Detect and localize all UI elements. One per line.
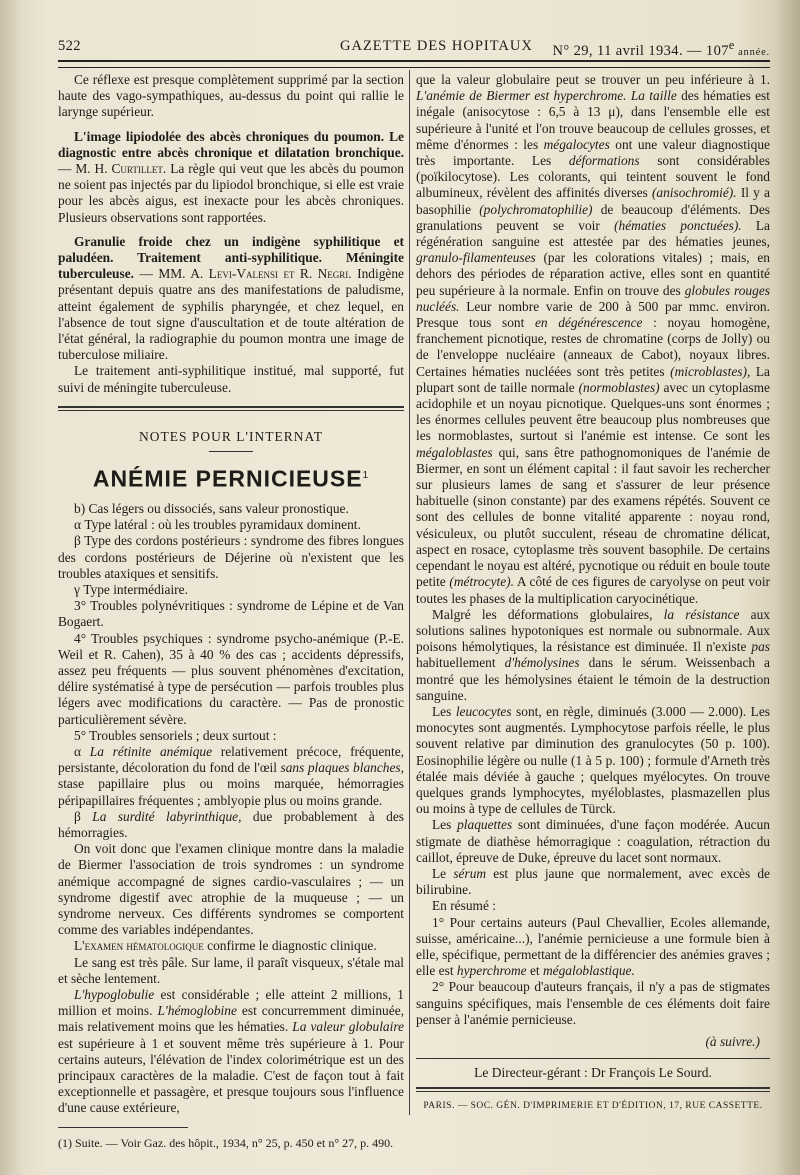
paragraph: que la valeur globulaire peut se trouver un peu inférieure à 1. L'anémie de Biermer est hyperchrome. La taille des hématies est inégale (anisocytose : 6,5 à 13 μ), dans l'ensemble elle est supérieure à l'unité et l'on trouve beaucoup de cellules grosses, et même d'énormes : les mégalocytes ont une valeur diagnostique très importante. Les déformations sont considérables (poïkilocytose). Les colorants, qui teintent souvent le fond albumineux, révèlent des affinités diverses (anisochromié). Il y a basophilie (polychromatophilie) de beaucoup d'éléments. Des granulations peuvent se voir (hématies ponctuées). La régénération sanguine est attestée par des hématies jeunes, granulo-filamenteuses (par les colorations vitales) ; mais, en dehors des périodes de réparation active, elles sont en quantité peu supérieure à la normale. Enfin on trouve des globules rouges nucléés. Leur nombre varie de 200 à 500 par mmc. environ. Presque tous sont en dégénérescence : noyau homogène, franchement picnotique, restes de chromatine (corps de Jolly) ou de l'enveloppe nucléaire (anneaux de Cabot), noyaux libres. Certaines hématies nucléées sont très petites (microblastes), La plupart sont de taille normale (normoblastes) avec un cytoplasme acidophile et un noyau picnotique. Quelques-uns sont énormes ; les énormes cellules peuvent être beaucoup plus nombreuses que les normoblastes, surtout si l'anémie est intense. Ce sont les mégaloblastes qui, sans être pathognomoniques de l'anémie de Biermer, en sont un élément capital : il faut savoir les rechercher sur plusieurs lames de sang et s'assurer de leur présence habituelle (sinon constante) par des examens répétés. Souvent ce sont des cellules de bonne vitalité apparente : noyau rond, vésiculeux, ou plutôt succulent, réseau de chromatine délicat, aspect en rosace, cytoplasme très souvent basophile. De certains cependant le noyau est altéré, pycnotique ou réduit en boule toute petite (métrocyte). A côté de ces figures de caryolyse on peut voir toutes les phases de la multiplication caryocinétique. [416, 72, 771, 606]
paragraph: Malgré les déformations globulaires, la résistance aux solutions salines hypotoniques est normale ou subnormale. Aux poisons hémolytiques, la résistance est diminuée. Il n'existe pas habituellement d'hémolysines dans le sérum. Weissenbach a montré que les hémolysines étaient le témoin de la destruction sanguine. [416, 606, 770, 703]
paragraph: Les leucocytes sont, en règle, diminués (3.000 — 2.000). Les monocytes sont augmentés. Lymphocytose parfois réelle, le plus souvent relative par diminution des granulocytes (50 p. 100). Eosinophilie légère ou nulle (1 à 5 p. 100) ; formule d'Arneth très étalée mais déviée à gauche ; quelques myélocytes. On trouve quelques grands lymphocytes, myéloblastes, plasmazellen plus ou moins à type de cellules de Türck. [416, 703, 770, 817]
page-edge-shadow-right [774, 0, 800, 1175]
paragraph: L'hypoglobulie est considérable ; elle atteint 2 millions, 1 million et moins. L'hémoglobine est concurremment diminuée, mais relativement moins que les hématies. La valeur globulaire est supérieure à 1 et souvent même très supérieure à 1. Pour certains auteurs, l'élévation de l'index colorimétrique est un des principaux caractères de la maladie. C'est de façon tout à fait exceptionnelle et passagère, et presque toujours sous l'influence d'une cause extérieure, [58, 987, 404, 1116]
footnote: (1) Suite. — Voir Gaz. des hôpit., 1934, n° 25, p. 450 et n° 27, p. 490. [58, 1135, 394, 1150]
running-header [58, 38, 770, 58]
paragraph: b) Cas légers ou dissociés, sans valeur pronostique. [74, 500, 349, 516]
left-column [58, 72, 404, 1150]
paragraph: Le sérum est plus jaune que normalement, avec excès de bilirubine. [416, 865, 771, 898]
paragraph: β La surdité labyrinthique, due probablement à des hémorragies. [58, 808, 404, 840]
gerant-rule [416, 1058, 770, 1059]
imprint-rule [416, 1087, 770, 1092]
short-rule [209, 451, 253, 452]
paragraph: Le sang est très pâle. Sur lame, il paraît visqueux, s'étale mal et sèche lentement. [58, 954, 404, 986]
director-signature: Le Directeur-gérant : Dr François Le Sourd. [474, 1065, 712, 1081]
paragraph: L'examen hématologique confirme le diagnostic clinique. [74, 938, 377, 954]
paragraph: 5° Troubles sensoriels ; deux surtout : [74, 727, 277, 743]
paragraph: 1° Pour certains auteurs (Paul Chevallier, Ecoles allemande, suisse, américaine...), l'anémie pernicieuse a une formule bien à elle, spécifique, permettant de la différencier des anémies graves ; elle est hyperchrome et mégaloblastique. [416, 914, 770, 979]
header-rule [58, 60, 770, 68]
paragraph: En résumé : [432, 898, 496, 914]
column-separator [409, 70, 410, 1115]
page-number: 522 [58, 38, 81, 54]
paragraph: 2° Pour beaucoup d'auteurs français, il n'y a pas de stigmates sanguins spécifiques, mais l'ensemble de ces éléments doit faire penser à l'anémie pernicieuse. [416, 979, 770, 1027]
communication-granulie: Granulie froide chez un indigène syphilitique et paludéen. Traitement anti-syphilitique. Méningite tuberculeuse. — MM. A. Levi-Valensi et R. Negri. Indigène présentant depuis quatre ans des manifestations de paludisme, atteint également de syphilis pharyngée, et chez lequel, en l'absence de tout signe d'auscultation et de toute altération de l'état général, la radiographie du poumon montra une image de tuberculose miliaire. [58, 233, 404, 363]
section-heading: NOTES POUR L'INTERNAT [139, 428, 323, 444]
paragraph: Ce réflexe est presque complètement supprimé par la section haute des vago-sympathiques, au-dessus du point qui rallie le larynge supérieur. [58, 72, 404, 120]
paragraph: 3° Troubles polynévritiques : syndrome de Lépine et de Van Bogaert. [58, 598, 404, 630]
right-column [416, 72, 770, 1115]
paragraph: α La rétinite anémique relativement précoce, fréquente, persistante, décoloration du fond de l'œil sans plaques blanches, stase papillaire plus ou moins marquée, hémorragies péripapillaires fréquentes ; amblyopie plus ou moins grande. [58, 743, 404, 808]
article-title: ANÉMIE PERNICIEUSE$^1$ [92, 465, 370, 492]
paragraph: 4° Troubles psychiques : syndrome psycho-anémique (P.-E. Weil et R. Cahen), 35 à 40 % des cas ; accidents dépressifs, assez peu fréquents — plus souvent phénomènes d'excitation, délire systématisé à type de persécution — parfois troubles plus légers avec modifications du caractère. — Pas de pronostic particulièrement sévère. [58, 630, 404, 727]
issue-info: N° 29, 11 avril 1934. — 107e année. [552, 38, 770, 59]
paragraph: Les plaquettes sont diminuées, d'une façon modérée. Aucun stigmate de diathèse hémorragique : coagulation, rétraction du caillot, épreuve de Duke, épreuve du lacet sont normaux. [416, 817, 770, 865]
communication-abces: L'image lipiodolée des abcès chroniques du poumon. Le diagnostic entre abcès chronique et dilatation bronchique. — M. H. Curtillet. La règle qui veut que les abcès du poumon ne soient pas injectés par du lipiodol bronchique, si elle est vraie pour les abcès aigus, est inexacte pour les abcès chroniques. Plusieurs observations sont rapportées. [58, 128, 404, 225]
page-edge-shadow-left [0, 0, 22, 1175]
paragraph: α Type latéral : où les troubles pyramidaux dominent. [74, 517, 361, 533]
footnote-rule [58, 1127, 188, 1128]
paragraph: Le traitement anti-syphilitique institué, mal supporté, fut suivi de méningite tuberculeuse. [58, 363, 404, 395]
paragraph: β Type des cordons postérieurs : syndrome des fibres longues des cordons postérieurs de Déjerine où n'existent que les troubles ataxiques et sensitifs. [58, 533, 404, 581]
printer-imprint: PARIS. — SOC. GÉN. D'IMPRIMERIE ET D'ÉDITION, 17, RUE CASSETTE. [423, 1101, 763, 1112]
paragraph: On voit donc que l'examen clinique montre dans la maladie de Biermer l'association de trois syndromes : un syndrome anémique accompagné de signes cardio-vasculaires ; — un syndrome digestif avec atrophie de la muqueuse ; — un syndrome nerveux. Ces différents syndromes se comportent comme des variables indépendantes. [58, 841, 404, 938]
paragraph: γ Type intermédiaire. [74, 581, 188, 597]
journal-title: GAZETTE DES HOPITAUX [340, 38, 533, 54]
continued-note: (à suivre.) [705, 1033, 760, 1049]
section-rule [58, 406, 404, 411]
